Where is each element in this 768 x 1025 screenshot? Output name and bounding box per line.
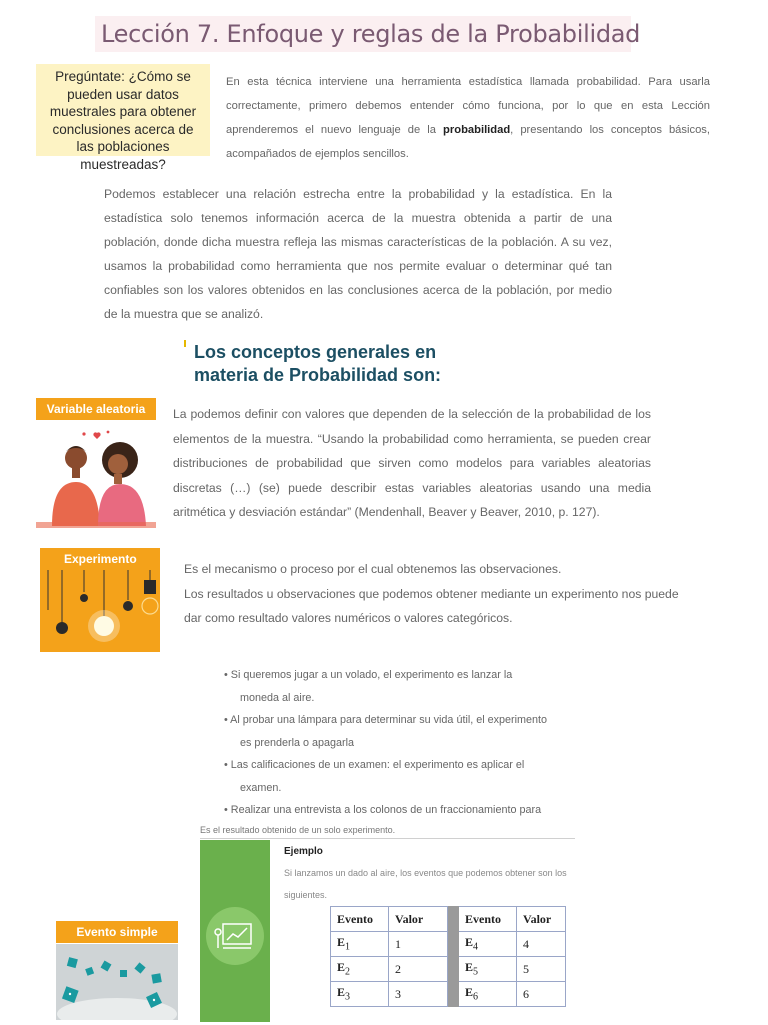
example-sidebar — [200, 840, 270, 1022]
list-item-continued: es prenderla o apagarla — [240, 736, 355, 749]
intro-bold-word: probabilidad — [443, 124, 511, 136]
list-item: • Al probar una lámpara para determinar su vida útil, el experimento — [224, 714, 548, 726]
intro-paragraph — [226, 70, 710, 166]
lightbulbs-icon — [40, 570, 160, 652]
table-header: Evento — [331, 907, 389, 932]
table-cell: 4 — [517, 932, 566, 957]
evento-simple-tag: Evento simple — [56, 921, 178, 943]
table-separator — [448, 932, 459, 957]
presentation-chart-icon — [205, 906, 265, 966]
table-row — [331, 932, 566, 957]
events-table — [330, 906, 566, 1007]
intro-text-before: En esta técnica interviene una herramienta estadística llamada probabilidad. Para usarla correctamente, primero debemos entender cómo funciona, por lo que en esta Lección aprenderemos el nuevo lenguaje de la — [226, 76, 710, 136]
table-header: Evento — [459, 907, 517, 932]
table-header-row — [331, 907, 566, 932]
intro-text-after: , presentando los conceptos básicos, acompañados de ejemplos sencillos. — [226, 124, 710, 160]
table-header: Valor — [517, 907, 566, 932]
list-item: • Las calificaciones de un examen: el experimento es aplicar el — [224, 759, 525, 771]
experimento-line-2: Los resultados u observaciones que podemos obtener mediante un experimento nos puede dar como resultado valores numéricos o valores categóricos. — [184, 586, 679, 625]
experimento-line-1: Es el mecanismo o proceso por el cual obtenemos las observaciones. — [184, 562, 562, 576]
list-item: • Realizar una entrevista a los colonos de un fraccionamiento para — [224, 804, 542, 816]
page-title: Lección 7. Enfoque y reglas de la Probabilidad — [95, 16, 631, 52]
dice-image — [56, 944, 178, 1020]
table-row — [331, 982, 566, 1007]
question-text: Pregúntate: ¿Cómo se pueden usar datos muestrales para obtener conclusiones acerca de las poblaciones muestreadas? — [49, 69, 197, 172]
table-row — [331, 957, 566, 982]
table-cell: $E_5$ — [459, 957, 517, 982]
table-cell: 1 — [389, 932, 448, 957]
experimento-tag: Experimento — [64, 552, 137, 566]
table-cell: $E_3$ — [331, 982, 389, 1007]
relation-paragraph: Podemos establecer una relación estrecha entre la probabilidad y la estadística. En la estadística solo tenemos información acerca de la muestra obtenida a partir de una población, donde dicha muestra refleja las mismas características de la población. A su vez, usamos la probabilidad como herramienta que nos permite evaluar o determinar qué tan confiables son los valores obtenidos en las conclusiones acerca de la población, por medio de la muestra que se analizó. — [104, 187, 612, 321]
evento-simple-definition: Es el resultado obtenido de un solo experimento. — [200, 825, 575, 839]
example-title: Ejemplo — [284, 846, 323, 857]
variable-aleatoria-text: La podemos definir con valores que dependen de la selección de la probabilidad de los elementos de la muestra. “Usando la probabilidad como herramienta, se pueden crear distribuciones de probabilidad que sirven como modelos para variables aleatorias discretas (…) (se) puede describir estas variables aleatorias usando una media aritmética y desviación estándar” (Mendenhall, Beaver y Beaver, 2010, p. 127). — [173, 407, 651, 519]
example-text: Si lanzamos un dado al aire, los eventos que podemos obtener son los siguientes. — [284, 868, 567, 900]
table-cell: $E_6$ — [459, 982, 517, 1007]
couple-illustration — [36, 422, 156, 528]
table-cell: $E_4$ — [459, 932, 517, 957]
dice-icon — [56, 944, 178, 1020]
experimento-text — [184, 557, 684, 631]
table-separator — [448, 982, 459, 1007]
table-cell: 2 — [389, 957, 448, 982]
experimento-image — [40, 548, 160, 652]
list-item: • Si queremos jugar a un volado, el experimento es lanzar la — [224, 669, 513, 681]
list-item-continued: moneda al aire. — [240, 691, 315, 704]
list-item-continued: examen. — [240, 781, 282, 794]
table-header: Valor — [389, 907, 448, 932]
table-cell: 6 — [517, 982, 566, 1007]
concepts-heading: Los conceptos generales en materia de Probabilidad son: — [194, 342, 442, 385]
table-cell: $E_1$ — [331, 932, 389, 957]
table-separator — [448, 907, 459, 932]
table-cell: 5 — [517, 957, 566, 982]
table-separator — [448, 957, 459, 982]
variable-aleatoria-tag: Variable aleatoria — [36, 398, 156, 420]
table-cell: 3 — [389, 982, 448, 1007]
question-box — [36, 64, 210, 172]
heading-marker — [184, 340, 186, 347]
experiment-examples-list — [224, 664, 554, 822]
table-cell: $E_2$ — [331, 957, 389, 982]
